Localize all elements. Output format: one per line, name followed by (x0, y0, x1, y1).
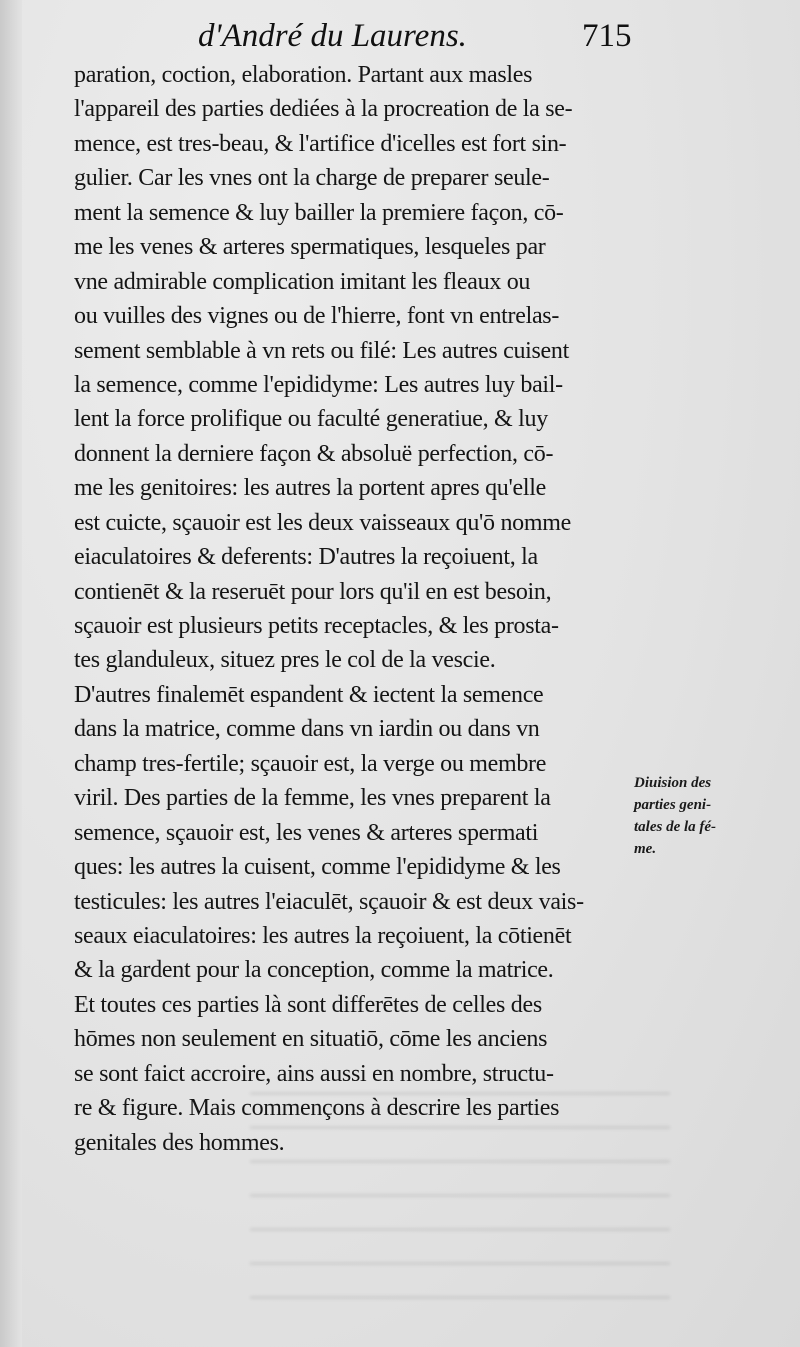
text-line: hōmes non seulement en situatiō, cōme les anciens (74, 1026, 548, 1053)
text-line: D'autres finalemēt espandent & iectent la semence (74, 681, 544, 708)
text-line: lent la force prolifique ou faculté generatiue, & luy (74, 406, 548, 433)
page-gutter-shadow (0, 0, 22, 1347)
text-line: viril. Des parties de la femme, les vnes preparent la (74, 785, 551, 812)
text-line: champ tres-fertile; sçauoir est, la verge ou membre (74, 750, 547, 777)
margin-note (634, 772, 774, 860)
text-line: est cuicte, sçauoir est les deux vaisseaux qu'ō nomme (74, 509, 571, 536)
text-line: genitales des hommes. (74, 1129, 285, 1156)
text-line: Et toutes ces parties là sont differētes de celles des (74, 991, 542, 1018)
page-number: 715 (582, 18, 632, 54)
text-line: ment la semence & luy bailler la premiere façon, cō- (74, 199, 564, 226)
margin-note-line: me. (634, 841, 657, 857)
text-line: donnent la derniere façon & absoluë perfection, cō- (74, 440, 554, 467)
margin-note-line: parties geni- (634, 797, 712, 813)
text-line: testicules: les autres l'eiaculēt, sçauoir & est deux vais- (74, 888, 584, 915)
text-line: l'appareil des parties dediées à la procreation de la se- (74, 96, 573, 123)
text-line: sçauoir est plusieurs petits receptacles, & les prosta- (74, 613, 559, 639)
text-line: contienēt & la reseruēt pour lors qu'il en est besoin, (74, 578, 552, 605)
body-text (74, 58, 642, 1160)
running-head: d'André du Laurens. (198, 18, 467, 54)
text-line: seaux eiaculatoires: les autres la reçoiuent, la cōtienēt (74, 922, 572, 949)
text-line: paration, coction, elaboration. Partant aux masles (74, 62, 533, 88)
text-line: la semence, comme l'epididyme: Les autres luy bail- (74, 371, 563, 398)
text-line: se sont faict accroire, ains aussi en nombre, structu- (74, 1060, 554, 1087)
text-line: me les venes & arteres spermatiques, lesqueles par (74, 234, 546, 261)
margin-note-line: tales de la fé- (634, 819, 717, 835)
text-line: mence, est tres-beau, & l'artifice d'icelles est fort sin- (74, 130, 567, 157)
text-line: ou vuilles des vignes ou de l'hierre, font vn entrelas- (74, 303, 560, 330)
show-through-from-reverse-page (250, 1078, 670, 1308)
text-line: ques: les autres la cuisent, comme l'epididyme & les (74, 854, 561, 881)
text-line: & la gardent pour la conception, comme la matrice. (74, 957, 554, 984)
text-line: re & figure. Mais commençons à descrire les parties (74, 1095, 560, 1122)
text-line: tes glanduleux, situez pres le col de la vescie. (74, 647, 496, 674)
margin-note-line: Diuision des (634, 775, 712, 791)
text-line: me les genitoires: les autres la portent apres qu'elle (74, 475, 546, 502)
text-line: vne admirable complication imitant les fleaux ou (74, 268, 531, 295)
text-line: semence, sçauoir est, les venes & arteres spermati (74, 819, 539, 846)
text-line: dans la matrice, comme dans vn iardin ou dans vn (74, 716, 540, 743)
text-line: gulier. Car les vnes ont la charge de preparer seule- (74, 165, 550, 192)
text-line: eiaculatoires & deferents: D'autres la reçoiuent, la (74, 544, 538, 571)
text-line: sement semblable à vn rets ou filé: Les autres cuisent (74, 337, 569, 364)
